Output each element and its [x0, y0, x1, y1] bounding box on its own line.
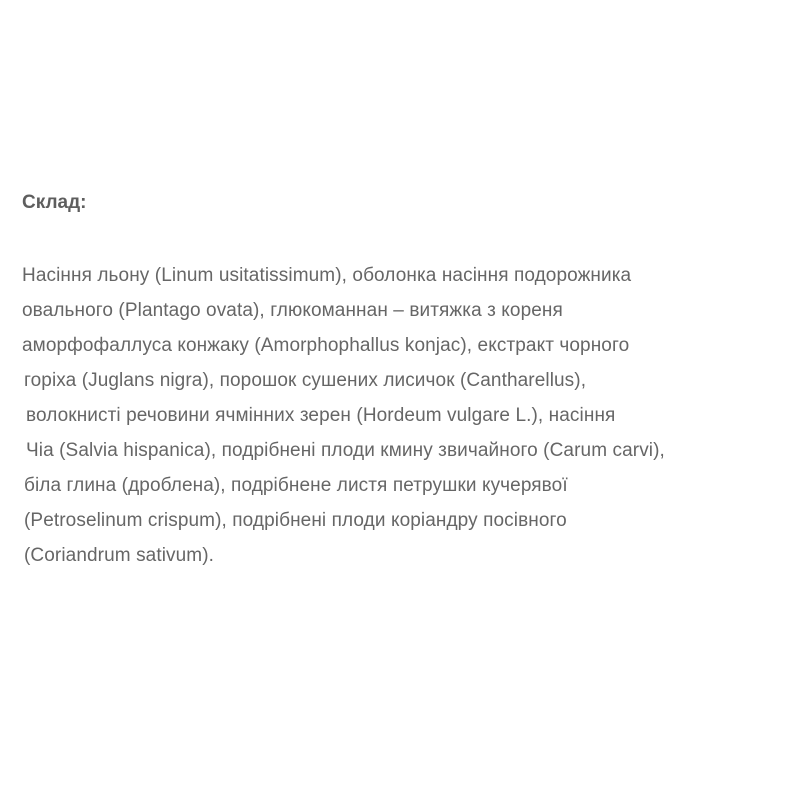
ingredients-line: аморфофаллуса конжаку (Amorphophallus konjac), екстракт чорного [22, 335, 630, 356]
ingredients-line: біла глина (дроблена), подрібнене листя петрушки кучерявої [24, 475, 568, 496]
ingredients-text [22, 258, 792, 573]
ingredients-line: Чіа (Salvia hispanica), подрібнені плоди кмину звичайного (Carum carvi), [26, 440, 665, 461]
ingredients-line: Насіння льону (Linum usitatissimum), оболонка насіння подорожника [22, 265, 632, 286]
ingredients-line: (Petroselinum crispum), подрібнені плоди коріандру посівного [24, 510, 567, 531]
composition-heading: Склад: [22, 192, 87, 213]
ingredients-line: волокнисті речовини ячмінних зерен (Hordeum vulgare L.), насіння [26, 405, 616, 426]
ingredients-line: овального (Plantago ovata), глюкоманнан – витяжка з кореня [22, 300, 563, 321]
ingredients-line: горіха (Juglans nigra), порошок сушених лисичок (Cantharellus), [24, 370, 587, 391]
composition-section [22, 190, 792, 573]
ingredients-line: (Coriandrum sativum). [24, 545, 215, 566]
